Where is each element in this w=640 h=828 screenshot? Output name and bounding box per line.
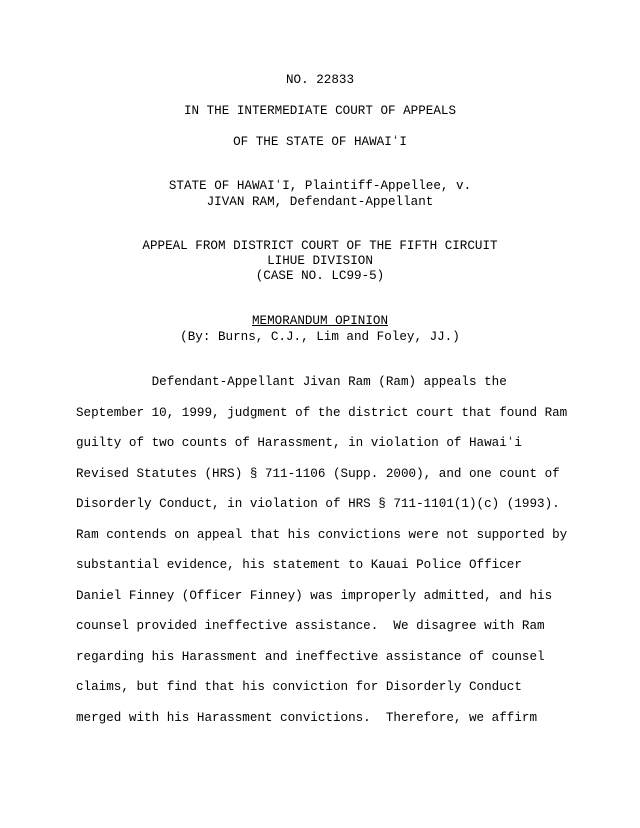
body-line: Revised Statutes (HRS) § 711-1106 (Supp. 2000), and one count of <box>76 466 560 481</box>
body-line: September 10, 1999, judgment of the district court that found Ram <box>76 405 568 420</box>
opinion-body <box>76 373 576 739</box>
body-line: regarding his Harassment and ineffective assistance of counsel <box>76 649 545 664</box>
caption-appellant: JIVAN RAM, Defendant-Appellant <box>206 195 434 209</box>
opinion-title <box>0 314 640 329</box>
appeal-court: APPEAL FROM DISTRICT COURT OF THE FIFTH CIRCUIT <box>142 239 498 253</box>
appeal-division: LIHUE DIVISION <box>267 254 373 268</box>
court-state: OF THE STATE OF HAWAIʻI <box>233 135 407 149</box>
body-line: substantial evidence, his statement to Kauai Police Officer <box>76 558 522 572</box>
body-line: Daniel Finney (Officer Finney) was improperly admitted, and his <box>76 588 553 603</box>
caption-parties: STATE OF HAWAIʻI, Plaintiff-Appellee, v. <box>168 179 472 193</box>
body-line: Ram contends on appeal that his convictions were not supported by <box>76 527 568 542</box>
case-number: NO. 22833 <box>285 73 355 87</box>
opinion-title-text: MEMORANDUM OPINION <box>251 314 389 328</box>
body-line: Disorderly Conduct, in violation of HRS § 711-1101(1)(c) (1993). <box>76 497 560 511</box>
court-name: IN THE INTERMEDIATE COURT OF APPEALS <box>183 104 457 118</box>
opinion-judges: (By: Burns, C.J., Lim and Foley, JJ.) <box>180 330 460 344</box>
body-line: claims, but find that his conviction for Disorderly Conduct <box>76 680 522 694</box>
appeal-case-number: (CASE NO. LC99-5) <box>255 269 385 283</box>
body-line: guilty of two counts of Harassment, in violation of Hawaiʻi <box>76 436 522 450</box>
body-line: counsel provided ineffective assistance. We disagree with Ram <box>76 619 545 633</box>
body-line: merged with his Harassment convictions. Therefore, we affirm <box>76 710 538 725</box>
body-line: Defendant-Appellant Jivan Ram (Ram) appeals the <box>76 375 507 389</box>
